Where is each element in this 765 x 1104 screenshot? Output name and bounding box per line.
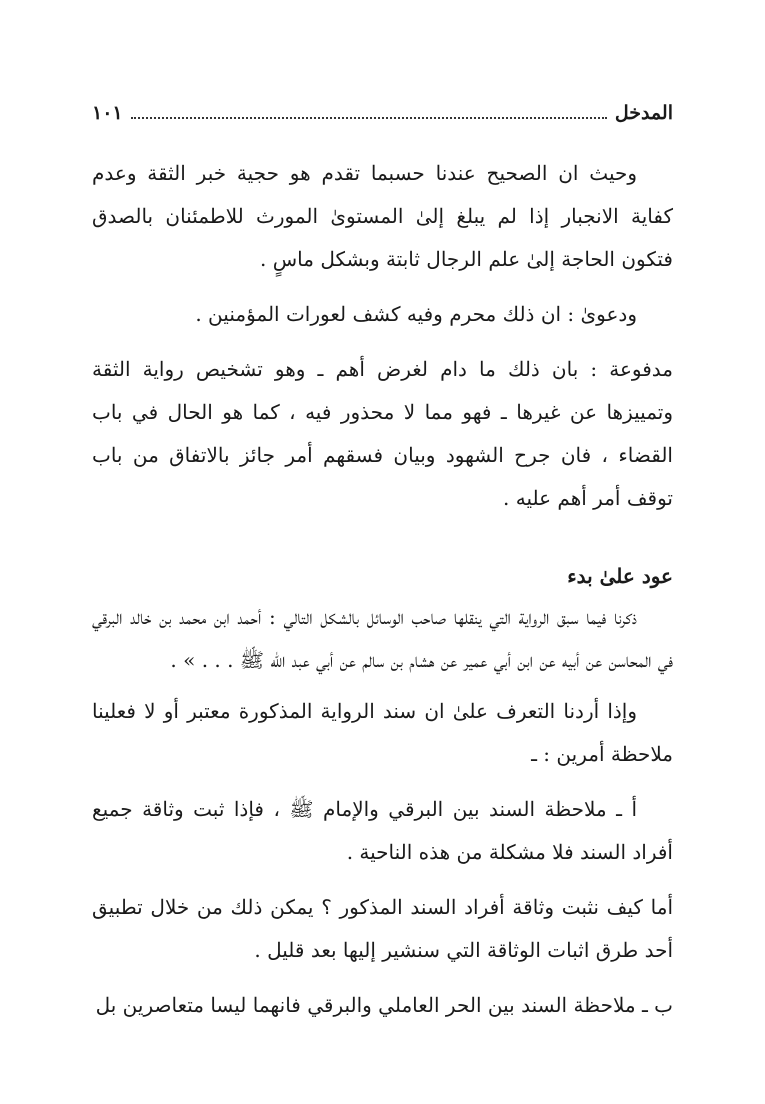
section-title: المدخل [614,102,673,124]
paragraph-5: وإذا أردنا التعرف علىٰ ان سند الرواية المذكورة معتبر أو لا فعلينا ملاحظة أمرين : ـ [92,699,673,766]
leader-dots [131,117,607,119]
paragraph-8: ب ـ ملاحظة السند بين الحر العاملي والبرقي فانهما ليسا متعاصرين بل [95,993,673,1017]
paragraph-4: ذكرنا فيما سبق الرواية التي ينقلها صاحب الوسائل بالشكل التالي : أحمد ابن محمد بن خالد البرقي في المحاسن عن أبيه عن ابن أبي عمير عن هشام بن سالم عن أبي عبد الله ﷺ . . . » . [92,605,673,672]
paragraph-2: ودعوىٰ : ان ذلك محرم وفيه كشف لعورات المؤمنين . [195,302,637,326]
paragraph-7: أما كيف نثبت وثاقة أفراد السند المذكور ؟ يمكن ذلك من خلال تطبيق أحد طرق اثبات الوثاقة التي سنشير إليها بعد قليل . [92,895,673,962]
paragraph-6: أ ـ ملاحظة السند بين البرقي والإمام ﷺ ، فإذا ثبت وثاقة جميع أفراد السند فلا مشكلة من هذه الناحية . [92,797,673,864]
paragraph-3: مدفوعة : بان ذلك ما دام لغرض أهم ـ وهو تشخيص رواية الثقة وتمييزها عن غيرها ـ فهو مما لا محذور فيه ، كما هو الحال في باب القضاء ، فان جرح الشهود وبيان فسقهم أمر جائز بالاتفاق من باب توقف أمر أهم عليه . [92,357,673,510]
paragraph-1: وحيث ان الصحيح عندنا حسبما تقدم هو حجية خبر الثقة وعدم كفاية الانجبار إذا لم يبلغ إلىٰ المستوىٰ المورث للاطمئنان بالصدق فتكون الحاجة إلىٰ علم الرجال ثابتة وبشكل ماسٍ . [92,161,673,271]
running-header [92,102,673,132]
section-heading: عود علىٰ بدء [567,564,673,588]
page-number: ١٠١ [92,102,123,124]
